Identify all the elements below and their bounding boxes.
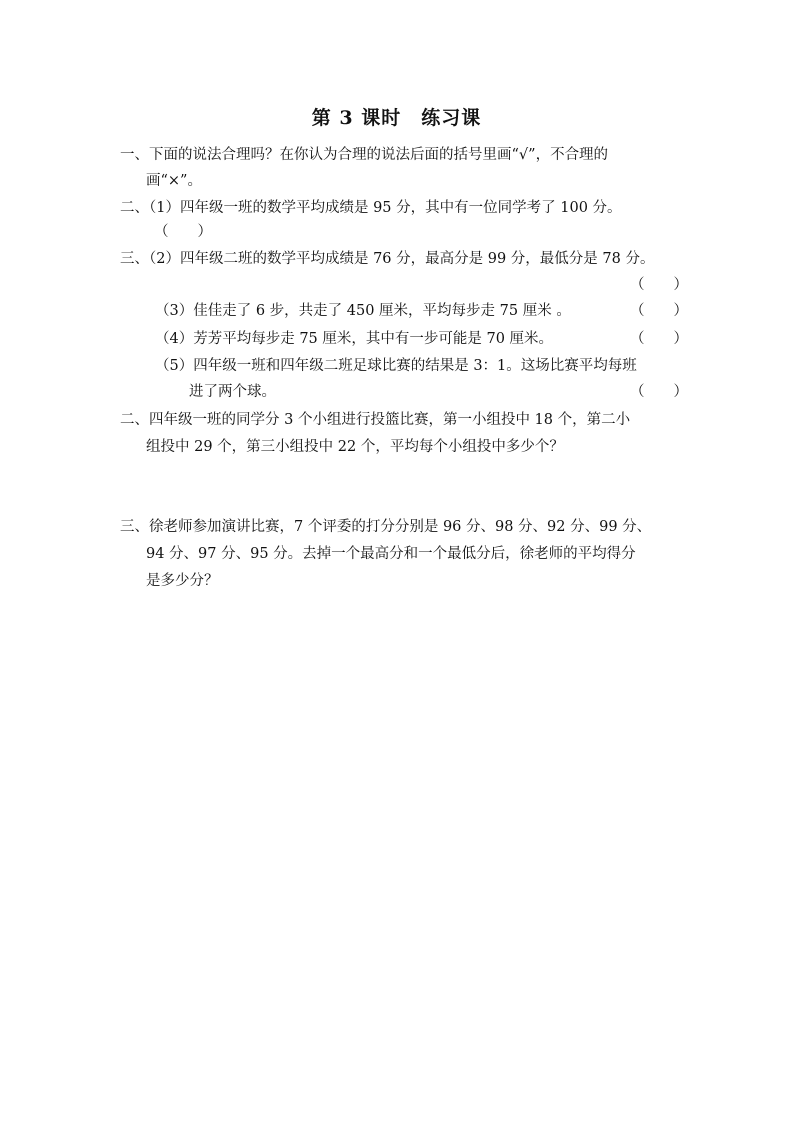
judgment-5-text-line-2: 进了两个球。 — [189, 384, 276, 400]
intro-line-2: 画“×”。 — [146, 173, 202, 189]
judgment-5-answer-bracket[interactable]: （ ） — [630, 384, 688, 400]
problem-3-line-2: 94 分、97 分、95 分。去掉一个最高分和一个最低分后，徐老师的平均得分 — [146, 546, 636, 562]
problem-2-line-2: 组投中 29 个，第三小组投中 22 个，平均每个小组投中多少个？ — [146, 439, 564, 455]
problem-3-line-1: 三、徐老师参加演讲比赛，7 个评委的打分分别是 96 分、98 分、92 分、99 分、 — [120, 519, 652, 535]
judgment-2-answer-bracket[interactable]: （ ） — [630, 277, 688, 293]
page-title: 第 3 课时 练习课 — [311, 107, 482, 129]
judgment-1-answer-bracket[interactable]: （ ） — [154, 224, 212, 240]
judgment-3-answer-bracket[interactable]: （ ） — [630, 303, 688, 319]
judgment-3-text: （3）佳佳走了 6 步，共走了 450 厘米，平均每步走 75 厘米 。 — [155, 303, 571, 319]
judgment-2-text: 三、（2）四年级二班的数学平均成绩是 76 分，最高分是 99 分，最低分是 78 分。 — [120, 251, 655, 267]
judgment-4-answer-bracket[interactable]: （ ） — [630, 331, 688, 347]
problem-3-line-3: 是多少分？ — [146, 573, 219, 589]
problem-2-line-1: 二、四年级一班的同学分 3 个小组进行投篮比赛，第一小组投中 18 个，第二小 — [120, 412, 631, 428]
judgment-5-text-line-1: （5）四年级一班和四年级二班足球比赛的结果是 3：1。这场比赛平均每班 — [155, 358, 637, 374]
judgment-4-text: （4）芳芳平均每步走 75 厘米，其中有一步可能是 70 厘米。 — [155, 331, 554, 347]
intro-line-1: 一、下面的说法合理吗？在你认为合理的说法后面的括号里画“√”，不合理的 — [120, 147, 609, 163]
judgment-1-text: 二、（1）四年级一班的数学平均成绩是 95 分，其中有一位同学考了 100 分。 — [120, 200, 622, 216]
